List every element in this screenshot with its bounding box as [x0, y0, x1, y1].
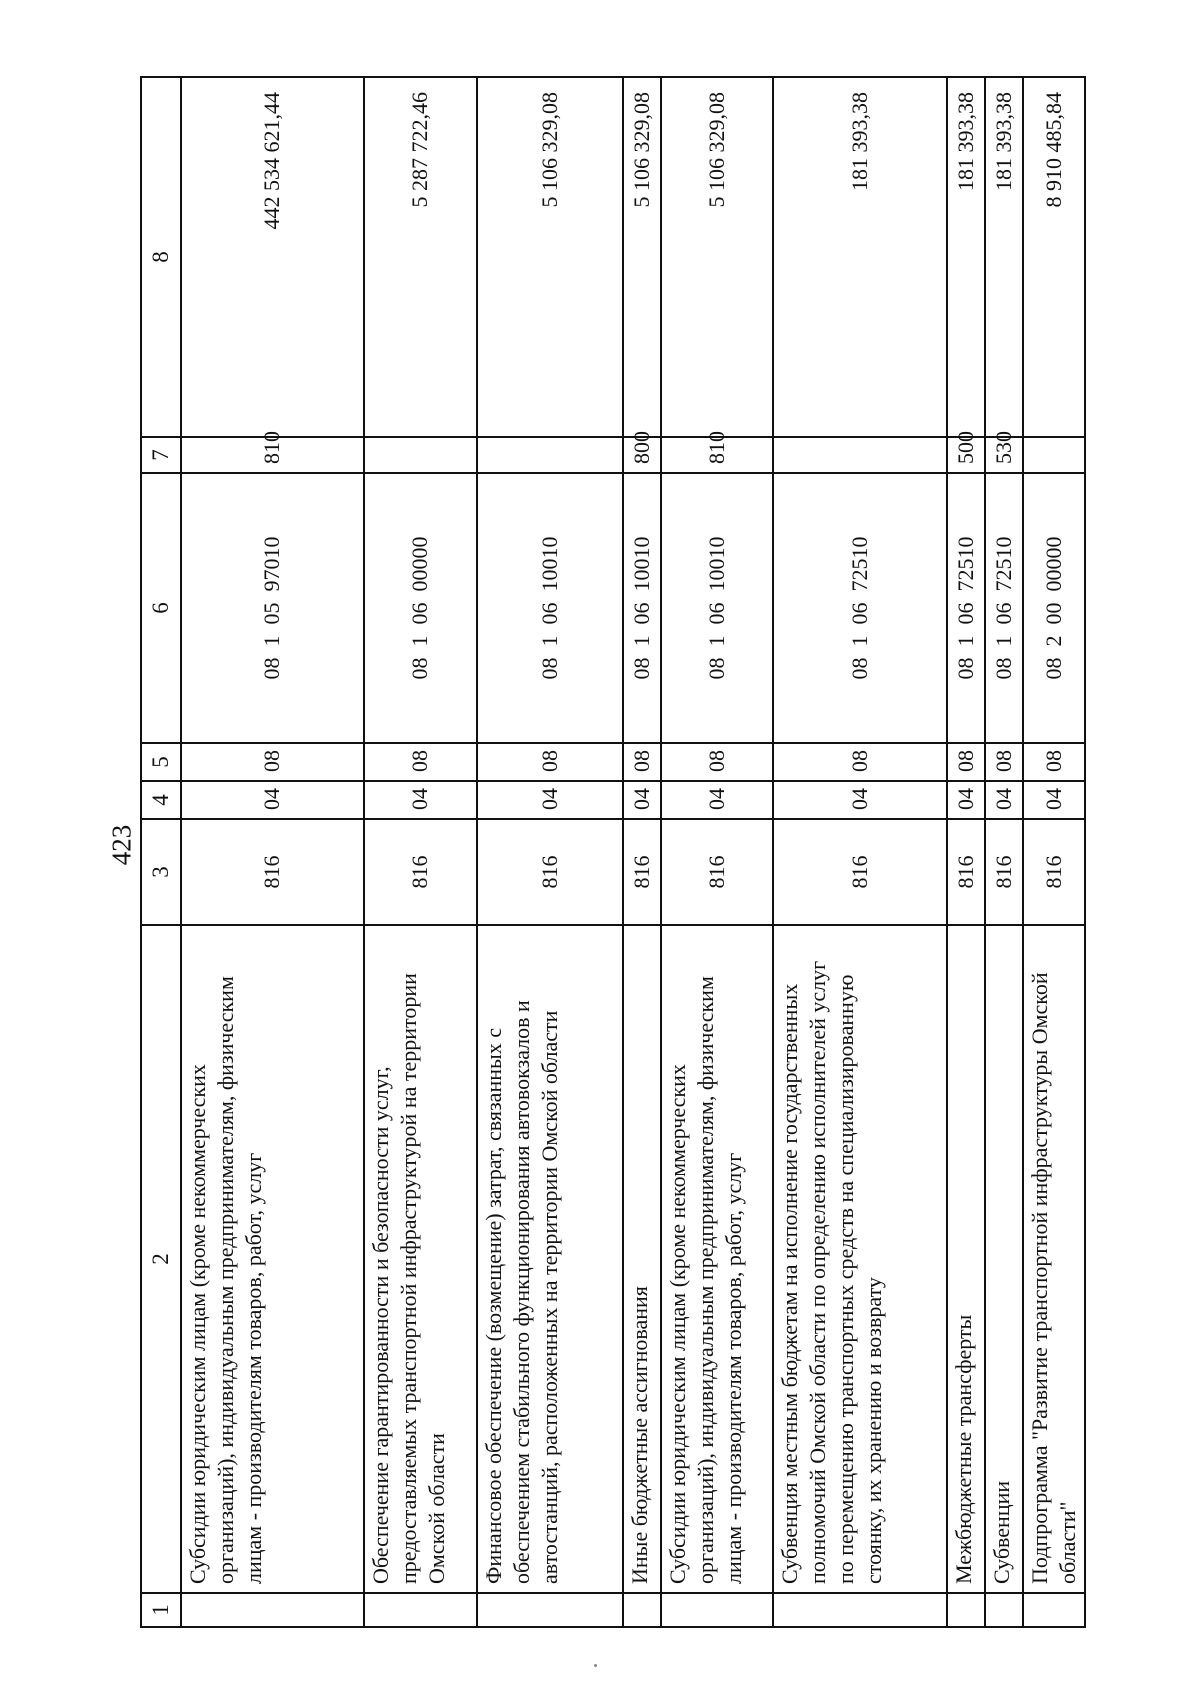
amount-cell: 442 534 621,44 [181, 77, 364, 437]
table-row [1023, 77, 1085, 1627]
subsection-code-cell: 08 [364, 743, 477, 781]
row-number-cell [773, 1593, 947, 1627]
amount-cell: 5 106 329,08 [477, 77, 623, 437]
subsection-code-cell: 08 [623, 743, 661, 781]
section-code-cell: 04 [181, 781, 364, 819]
target-item-code-cell: 08 1 06 00000 [364, 473, 477, 743]
ministry-code-cell: 816 [985, 819, 1023, 925]
amount-cell: 8 910 485,84 [1023, 77, 1085, 437]
table-row [181, 77, 364, 1627]
section-code-cell: 04 [623, 781, 661, 819]
row-name-cell: Субвенции [985, 925, 1023, 1593]
row-number-cell [623, 1593, 661, 1627]
subsection-code-cell: 08 [661, 743, 773, 781]
amount-cell: 5 287 722,46 [364, 77, 477, 437]
expense-type-code-cell: 800 [623, 437, 661, 473]
row-number-cell [985, 1593, 1023, 1627]
section-code-cell: 04 [1023, 781, 1085, 819]
row-name-cell: Межбюджетные трансферты [947, 925, 985, 1593]
row-number-cell [181, 1593, 364, 1627]
header-cell-7: 7 [141, 437, 181, 473]
rotated-table-container [140, 78, 1081, 1628]
row-name-cell: Финансовое обеспечение (возмещение) затрат, связанных с обеспечением стабильного функционирования автовокзалов и автостанций, расположенных на территории Омской области [477, 925, 623, 1593]
expense-type-code-cell: 500 [947, 437, 985, 473]
page-number: 423 [106, 824, 137, 866]
ministry-code-cell: 816 [661, 819, 773, 925]
scan-dot [594, 1664, 597, 1667]
header-cell-5: 5 [141, 743, 181, 781]
amount-cell: 5 106 329,08 [623, 77, 661, 437]
target-item-code-cell: 08 1 06 72510 [985, 473, 1023, 743]
row-number-cell [947, 1593, 985, 1627]
row-name-cell: Обеспечение гарантированности и безопасности услуг, предоставляемых транспортной инфраструктурой на территории Омской области [364, 925, 477, 1593]
target-item-code-cell: 08 1 06 72510 [947, 473, 985, 743]
ministry-code-cell: 816 [623, 819, 661, 925]
ministry-code-cell: 816 [947, 819, 985, 925]
row-name-cell: Субсидии юридическим лицам (кроме некоммерческих организаций), индивидуальным предпринимателям, физическим лицам - производителям товаров, работ, услуг [661, 925, 773, 1593]
header-row [141, 77, 181, 1627]
table-row [477, 77, 623, 1627]
target-item-code-cell: 08 1 06 10010 [623, 473, 661, 743]
target-item-code-cell: 08 1 05 97010 [181, 473, 364, 743]
expense-type-code-cell [364, 437, 477, 473]
header-cell-3: 3 [141, 819, 181, 925]
amount-cell: 5 106 329,08 [661, 77, 773, 437]
section-code-cell: 04 [477, 781, 623, 819]
row-number-cell [364, 1593, 477, 1627]
expense-type-code-cell [1023, 437, 1085, 473]
header-cell-2: 2 [141, 925, 181, 1593]
subsection-code-cell: 08 [477, 743, 623, 781]
row-number-cell [477, 1593, 623, 1627]
amount-cell: 181 393,38 [947, 77, 985, 437]
expense-type-code-cell [477, 437, 623, 473]
amount-cell: 181 393,38 [985, 77, 1023, 437]
header-cell-6: 6 [141, 473, 181, 743]
header-cell-4: 4 [141, 781, 181, 819]
ministry-code-cell: 816 [181, 819, 364, 925]
section-code-cell: 04 [985, 781, 1023, 819]
expense-type-code-cell: 810 [181, 437, 364, 473]
expense-type-code-cell [773, 437, 947, 473]
row-name-cell: Иные бюджетные ассигнования [623, 925, 661, 1593]
table-row [985, 77, 1023, 1627]
header-cell-1: 1 [141, 1593, 181, 1627]
subsection-code-cell: 08 [947, 743, 985, 781]
row-number-cell [1023, 1593, 1085, 1627]
target-item-code-cell: 08 2 00 00000 [1023, 473, 1085, 743]
table-row [947, 77, 985, 1627]
subsection-code-cell: 08 [985, 743, 1023, 781]
row-name-cell: Подпрограмма "Развитие транспортной инфраструктуры Омской области" [1023, 925, 1085, 1593]
expense-type-code-cell: 810 [661, 437, 773, 473]
table-row [623, 77, 661, 1627]
section-code-cell: 04 [947, 781, 985, 819]
row-name-cell: Субвенция местным бюджетам на исполнение государственных полномочий Омской области по определению исполнителей услуг по перемещению транспортных средств на специализированную стоянку, их хранению и возврату [773, 925, 947, 1593]
row-name-cell: Субсидии юридическим лицам (кроме некоммерческих организаций), индивидуальным предпринимателям, физическим лицам - производителям товаров, работ, услуг [181, 925, 364, 1593]
budget-table [140, 76, 1086, 1628]
table-row [364, 77, 477, 1627]
section-code-cell: 04 [661, 781, 773, 819]
section-code-cell: 04 [364, 781, 477, 819]
table-body [141, 77, 1085, 1627]
table-row [661, 77, 773, 1627]
header-cell-8: 8 [141, 77, 181, 437]
ministry-code-cell: 816 [477, 819, 623, 925]
row-number-cell [661, 1593, 773, 1627]
ministry-code-cell: 816 [1023, 819, 1085, 925]
subsection-code-cell: 08 [181, 743, 364, 781]
table-row [773, 77, 947, 1627]
subsection-code-cell: 08 [1023, 743, 1085, 781]
ministry-code-cell: 816 [773, 819, 947, 925]
section-code-cell: 04 [773, 781, 947, 819]
expense-type-code-cell: 530 [985, 437, 1023, 473]
subsection-code-cell: 08 [773, 743, 947, 781]
target-item-code-cell: 08 1 06 10010 [477, 473, 623, 743]
amount-cell: 181 393,38 [773, 77, 947, 437]
target-item-code-cell: 08 1 06 10010 [661, 473, 773, 743]
ministry-code-cell: 816 [364, 819, 477, 925]
target-item-code-cell: 08 1 06 72510 [773, 473, 947, 743]
